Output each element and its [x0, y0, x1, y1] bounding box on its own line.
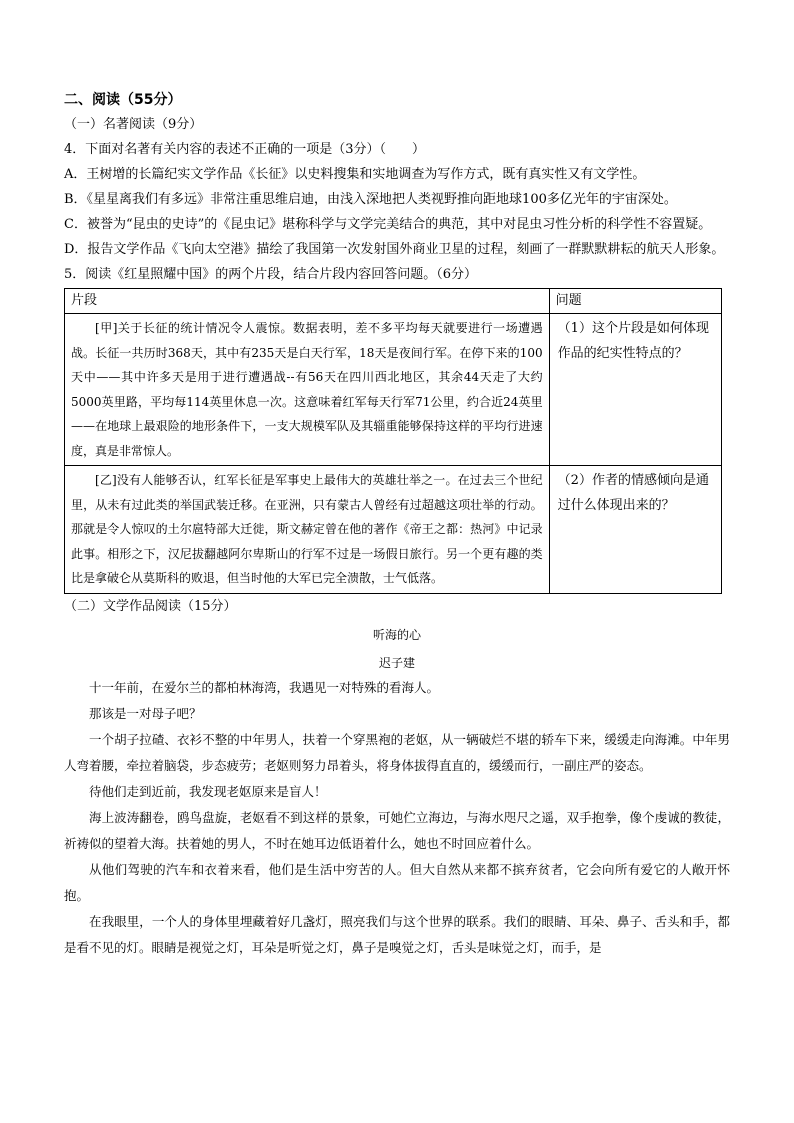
article-paragraph: 在我眼里，一个人的身体里埋藏着好几盏灯，照亮我们与这个世界的联系。我们的眼睛、耳朵、鼻子、舌头和手，都是看不见的灯。眼睛是视觉之灯，耳朵是听觉之灯，鼻子是嗅觉之灯，舌头是味觉之灯，而手，是: [64, 913, 730, 955]
exam-page: [64, 88, 730, 961]
question-1-text: （1）这个片段是如何体现作品的纪实性特点的？: [557, 321, 709, 361]
q4-option-b: B．《星星离我们有多远》非常注重思维启迪，由浅入深地把人类视野推向距地球100多亿光年的宇宙深处。: [64, 192, 677, 207]
question-2-text: （2）作者的情感倾向是通过什么体现出来的？: [557, 473, 709, 513]
q4-stem: 4．下面对名著有关内容的表述不正确的一项是（3分）（ ）: [64, 142, 426, 157]
article-paragraph: 十一年前，在爱尔兰的都柏林海湾，我遇见一对特殊的看海人。: [89, 679, 440, 695]
article-paragraph: 待他们走到近前，我发现老妪原来是盲人！: [89, 783, 327, 799]
article-author: 迟子建: [378, 655, 415, 670]
article-paragraph: 那该是一对母子吧？: [89, 705, 202, 721]
article-title: 听海的心: [372, 627, 421, 642]
q4-option-c: C．被誉为“昆虫的史诗”的《昆虫记》堪称科学与文学完美结合的典范，其中对昆虫习性分析的科学性不容置疑。: [64, 217, 712, 232]
fragment-yi-text: [乙]没有人能够否认，红军长征是军事史上最伟大的英雄壮举之一。在过去三个世纪里，从未有过此类的举国武装迁移。在亚洲，只有蒙古人曾经有过超越这项壮举的行动。那就是令人惊叹的土尔扈特部大迁徙，斯文赫定曾在他的著作《帝王之都：热河》中记录此事。相形之下，汉尼拔翻越阿尔卑斯山的行军不过是一场假日旅行。另一个更有趣的类比是拿破仑从莫斯科的败退，但当时他的大军已完全溃散，士气低落。: [71, 473, 543, 585]
article-paragraph: 从他们驾驶的汽车和衣着来看，他们是生活中穷苦的人。但大自然从来都不摈弃贫者，它会向所有爱它的人敞开怀抱。: [64, 861, 730, 903]
fragment-cell: [65, 466, 550, 594]
part2-title: （二）文学作品阅读（15分）: [64, 598, 237, 614]
q4-option-d: D．报告文学作品《飞向太空港》描绘了我国第一次发射国外商业卫星的过程，刻画了一群默默耕耘的航天人形象。: [64, 242, 725, 257]
table-row: [65, 466, 722, 594]
table-header-row: [65, 289, 722, 314]
part1-title: （一）名著阅读（9分）: [64, 117, 203, 132]
fragment-jia-text: [甲]关于长征的统计情况令人震惊。数据表明，差不多平均每天就要进行一场遭遇战。长征一共历时368天，其中有235天是白天行军，18天是夜间行军。在停下来的100天中——其中许多天是用于进行遭遇战--有56天在四川西北地区，其余44天走了大约5000英里路，平均每114英里休息一次。这意味着红军每天行军71公里，约合近24英里——在地球上最艰险的地形条件下，一支大规模军队及其辎重能够保持这样的平均行进速度，真是非常惊人。: [71, 321, 543, 458]
table-row: [65, 314, 722, 466]
fragment-cell: [65, 314, 550, 466]
fragment-table: [64, 288, 722, 594]
question-cell: [549, 314, 721, 466]
question-cell: [549, 466, 721, 594]
q5-stem: 5．阅读《红星照耀中国》的两个片段，结合片段内容回答问题。（6分）: [64, 267, 478, 282]
article-paragraph: 一个胡子拉碴、衣衫不整的中年男人，扶着一个穿黑袍的老妪，从一辆破烂不堪的轿车下来，缓缓走向海滩。中年男人弯着腰，牵拉着脑袋，步态疲劳；老妪则努力昂着头，将身体拔得直直的，缓缓而行，一副庄严的姿态。: [64, 731, 730, 773]
header-question: 问题: [549, 289, 721, 314]
section-title: 二、阅读（55分）: [64, 92, 182, 108]
q4-option-a: A．王树增的长篇纪实文学作品《长征》以史料搜集和实地调查为写作方式，既有真实性又有文学性。: [64, 167, 646, 182]
header-fragment: 片段: [65, 289, 550, 314]
article-paragraph: 海上波涛翻卷，鸥鸟盘旋，老妪看不到这样的景象，可她伫立海边，与海水咫尺之遥，双手抱拳，像个虔诚的教徒，祈祷似的望着大海。扶着她的男人，不时在她耳边低语着什么，她也不时回应着什么。: [64, 809, 730, 851]
